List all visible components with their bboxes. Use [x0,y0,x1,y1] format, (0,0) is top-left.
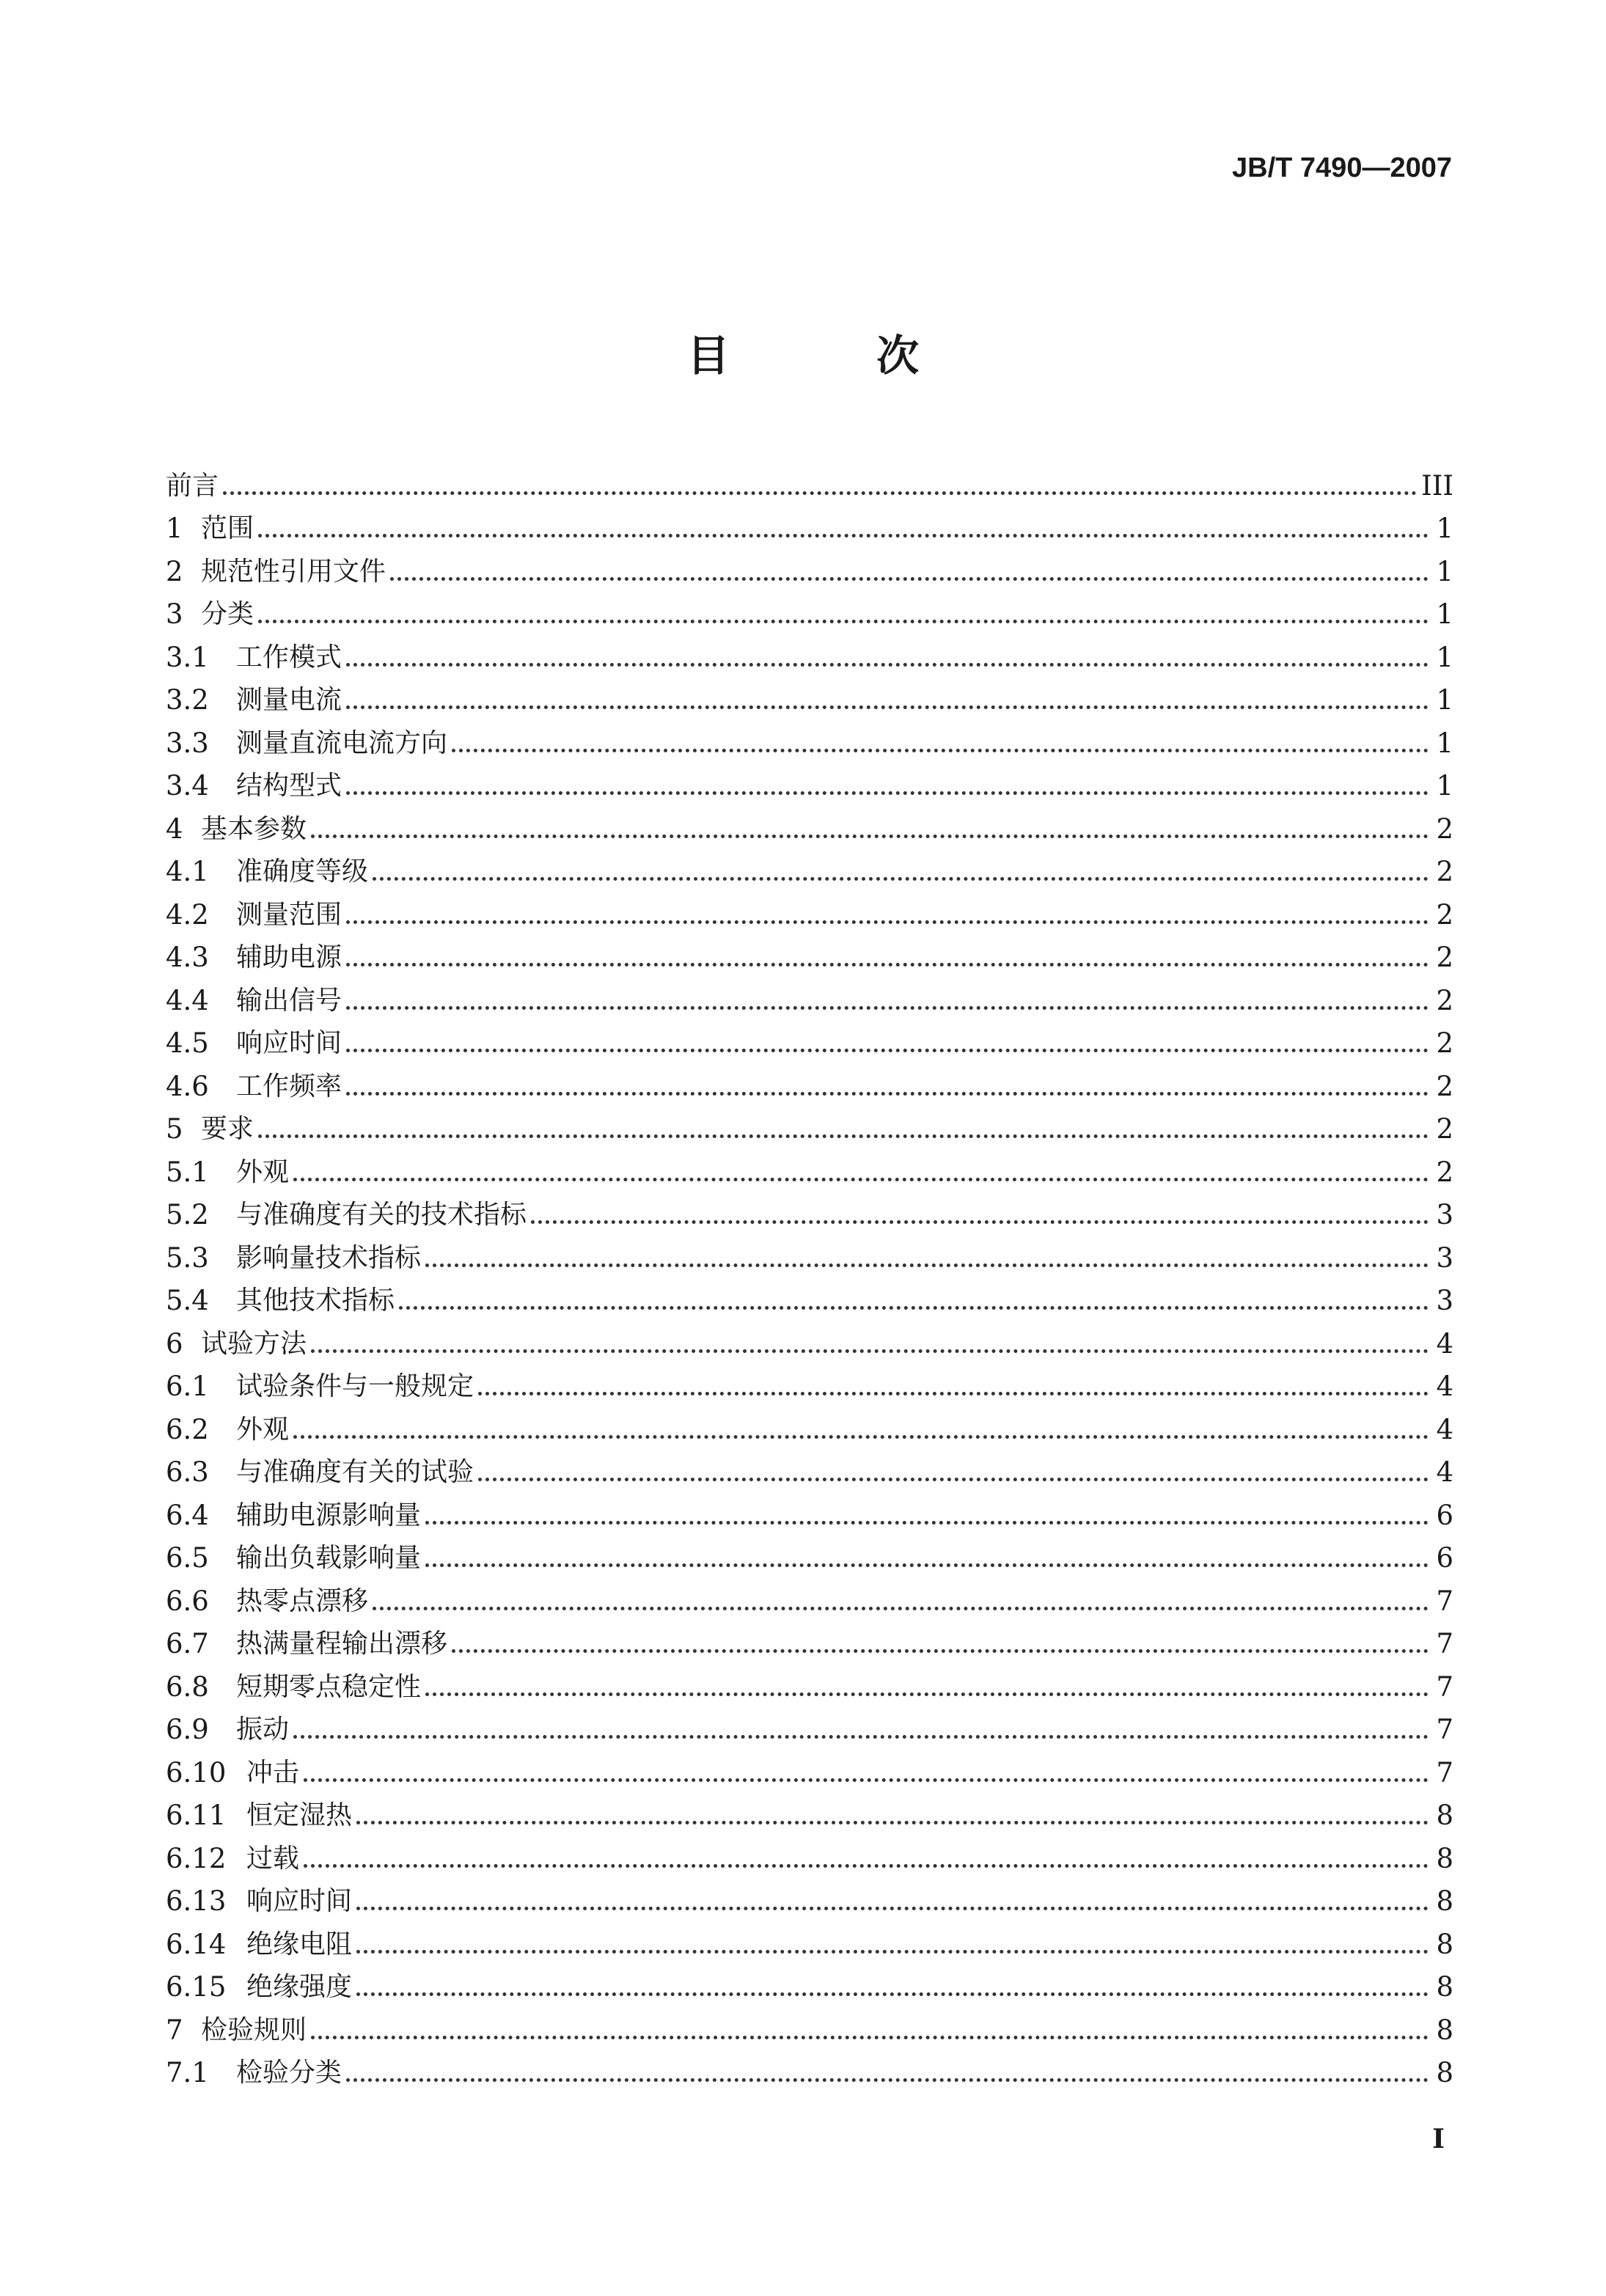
toc-leader-dots [311,1349,1429,1353]
toc-leader-dots [399,1306,1429,1310]
toc-entry-number: 6 [166,1327,183,1360]
toc-entry[interactable] [166,1918,1453,1961]
toc-entry[interactable] [166,1618,1453,1661]
toc-leader-dots [531,1220,1429,1224]
toc-entry[interactable] [166,846,1453,889]
toc-entry-label: 规范性引用文件 [201,556,386,587]
toc-entry-page: 2 [1436,942,1453,973]
toc-entry-page: 8 [1436,1971,1453,2003]
toc-entry-page: 8 [1436,1885,1453,1917]
toc-entry-number: 6.11 [166,1800,227,1831]
toc-entry[interactable] [166,1789,1453,1833]
toc-entry-label: 绝缘电阻 [246,1929,353,1959]
toc-entry-page: 7 [1436,1585,1453,1617]
toc-entry-number: 6.8 [166,1670,209,1703]
toc-entry-label: 试验条件与一般规定 [236,1371,474,1401]
toc-entry-number: 6.4 [166,1499,209,1531]
toc-entry-page: 3 [1436,1241,1453,1274]
toc-entry-number: 5.4 [166,1285,209,1316]
toc-entry-number: 6.9 [166,1714,209,1745]
toc-entry[interactable] [166,1832,1453,1875]
toc-entry-label: 分类 [201,599,254,629]
toc-leader-dots [293,1435,1429,1439]
toc-leader-dots [452,749,1429,752]
toc-entry-number: 4.5 [166,1027,209,1059]
toc-leader-dots [346,920,1429,924]
toc-entry-label: 测量直流电流方向 [236,727,448,758]
toc-entry-page: 7 [1436,1714,1453,1745]
toc-entry[interactable] [166,1574,1453,1618]
toc-entry-page: 3 [1436,1199,1453,1230]
toc-entry-number: 3.2 [166,684,209,716]
toc-entry-page: 1 [1436,684,1453,716]
toc-entry-label: 短期零点稳定性 [236,1671,422,1702]
toc-entry[interactable] [166,2003,1453,2047]
toc-leader-dots [478,1392,1429,1395]
standard-code: JB/T 7490—2007 [1232,153,1452,183]
toc-entry-label: 输出信号 [236,985,342,1016]
toc-entry-number: 7.1 [166,2057,209,2088]
toc-entry-number: 3.3 [166,727,209,759]
toc-leader-dots [311,2036,1429,2039]
toc-entry-number: 7 [166,2014,183,2046]
toc-entry-number: 3.1 [166,641,209,673]
toc-entry[interactable] [166,2047,1453,2090]
toc-entry[interactable] [166,1145,1453,1189]
toc-entry-page: 4 [1436,1456,1453,1488]
toc-entry-page: 1 [1436,727,1453,759]
toc-entry-number: 6.3 [166,1456,209,1488]
toc-leader-dots [356,1907,1429,1910]
toc-entry-number: 4.4 [166,984,209,1016]
toc-leader-dots [223,491,1417,495]
toc-entry[interactable] [166,1703,1453,1747]
toc-entry-page: 4 [1436,1413,1453,1445]
toc-entry[interactable] [166,1446,1453,1489]
toc-entry[interactable] [166,802,1453,846]
toc-entry-page: 8 [1436,2057,1453,2088]
toc-leader-dots [452,1649,1429,1653]
toc-entry-label: 检验规则 [201,2014,307,2045]
toc-entry[interactable] [166,1875,1453,1918]
toc-entry-label: 基本参数 [201,813,307,844]
toc-entry-page: 2 [1436,1156,1453,1188]
toc-entry[interactable] [166,1532,1453,1575]
toc-entry-page: 2 [1436,1113,1453,1145]
toc-entry-number: 3.4 [166,770,209,802]
toc-entry-label: 结构型式 [236,771,342,801]
toc-entry-page: 8 [1436,1842,1453,1874]
toc-leader-dots [346,2078,1429,2082]
toc-title: 目 次 [686,331,986,381]
toc-entry-label: 检验分类 [236,2058,342,2088]
toc-leader-dots [356,1950,1429,1954]
toc-entry[interactable] [166,716,1453,760]
toc-entry[interactable] [166,1961,1453,2004]
toc-entry[interactable] [166,545,1453,588]
toc-entry-page: 6 [1436,1499,1453,1531]
toc-entry-page: 7 [1436,1756,1453,1789]
toc-entry-number: 1 [166,513,183,544]
toc-entry-page: 1 [1436,641,1453,673]
toc-entry-page: 2 [1436,856,1453,887]
toc-entry-number: 5.3 [166,1241,209,1274]
toc-entry-label: 前言 [166,470,219,501]
toc-entry-number: 4.1 [166,856,209,887]
toc-entry-label: 测量电流 [236,685,342,715]
toc-entry[interactable] [166,674,1453,717]
toc-entry[interactable] [166,931,1453,975]
toc-entry-label: 外观 [236,1414,290,1445]
toc-entry[interactable] [166,1746,1453,1789]
toc-leader-dots [356,1821,1429,1824]
toc-entry-number: 6.15 [166,1971,227,2003]
toc-leader-dots [346,663,1429,667]
toc-entry-label: 响应时间 [246,1886,353,1916]
toc-entry-number: 4.2 [166,898,209,931]
toc-entry[interactable] [166,1489,1453,1532]
toc-leader-dots [390,577,1429,581]
toc-entry-label: 输出负载影响量 [236,1543,422,1573]
toc-entry-number: 2 [166,555,183,587]
toc-entry-number: 4 [166,813,183,845]
toc-leader-dots [425,1263,1429,1267]
toc-leader-dots [346,1092,1429,1096]
toc-entry[interactable] [166,588,1453,631]
toc-entry-number: 6.1 [166,1371,209,1402]
toc-leader-dots [304,1864,1429,1868]
toc-entry[interactable] [166,502,1453,546]
toc-leader-dots [293,1735,1429,1739]
toc-entry[interactable] [166,1274,1453,1318]
toc-entry-number: 5.2 [166,1199,209,1230]
toc-entry-number: 3 [166,598,183,630]
toc-entry-label: 振动 [236,1714,290,1745]
toc-entry-number: 6.7 [166,1628,209,1659]
toc-leader-dots [258,620,1429,623]
toc-entry-label: 辅助电源影响量 [236,1500,422,1530]
toc-entry[interactable] [166,888,1453,931]
toc-entry-page: 2 [1436,898,1453,931]
toc-entry[interactable] [166,1189,1453,1232]
toc-entry-number: 6.10 [166,1756,227,1789]
toc-entry-number: 6.12 [166,1842,227,1874]
toc-leader-dots [373,877,1429,881]
toc-entry-page: 7 [1436,1670,1453,1703]
page-number: I [1432,2124,1445,2154]
toc-leader-dots [258,534,1429,538]
toc-entry-label: 其他技术指标 [236,1285,395,1316]
toc-entry[interactable] [166,631,1453,674]
toc-entry-page: 7 [1436,1628,1453,1659]
toc-entry-number: 6.2 [166,1413,209,1445]
toc-entry-label: 试验方法 [201,1328,307,1359]
toc-entry-page: III [1421,469,1453,502]
toc-leader-dots [346,1049,1429,1052]
toc-entry-label: 冲击 [246,1757,300,1788]
toc-entry[interactable] [166,1360,1453,1404]
toc-entry-label: 热零点漂移 [236,1585,369,1616]
toc-leader-dots [373,1607,1429,1610]
toc-entry-label: 过载 [246,1843,300,1874]
toc-entry-page: 2 [1436,1027,1453,1059]
toc-entry-label: 工作频率 [236,1071,342,1101]
toc-entry-label: 准确度等级 [236,857,369,887]
toc-entry-label: 绝缘强度 [246,1972,353,2002]
toc-entry[interactable] [166,1017,1453,1060]
table-of-contents [166,459,1453,2089]
toc-entry-number: 6.6 [166,1585,209,1617]
toc-leader-dots [304,1778,1429,1782]
toc-entry-page: 1 [1436,513,1453,544]
toc-entry-page: 3 [1436,1285,1453,1316]
toc-entry[interactable] [166,1103,1453,1146]
toc-leader-dots [356,1992,1429,1996]
toc-entry-label: 测量范围 [236,899,342,930]
toc-leader-dots [346,1006,1429,1010]
toc-entry-label: 热满量程输出漂移 [236,1629,448,1659]
toc-leader-dots [425,1521,1429,1525]
toc-entry[interactable] [166,1060,1453,1103]
toc-entry-label: 辅助电源 [236,942,342,972]
toc-entry-page: 1 [1436,770,1453,802]
toc-entry-label: 恒定湿热 [246,1800,353,1830]
toc-entry-page: 1 [1436,598,1453,630]
toc-entry[interactable] [166,1660,1453,1703]
toc-leader-dots [478,1478,1429,1481]
toc-leader-dots [425,1692,1429,1696]
toc-entry[interactable] [166,1231,1453,1274]
toc-entry[interactable] [166,974,1453,1017]
toc-entry-label: 与准确度有关的试验 [236,1457,474,1487]
toc-leader-dots [346,963,1429,967]
toc-entry-page: 2 [1436,813,1453,845]
toc-entry-page: 2 [1436,984,1453,1016]
toc-entry[interactable] [166,1403,1453,1446]
toc-entry-number: 6.13 [166,1885,227,1917]
toc-entry-number: 4.6 [166,1070,209,1102]
toc-entry-label: 与准确度有关的技术指标 [236,1200,527,1230]
toc-entry-page: 8 [1436,1928,1453,1960]
toc-entry-page: 6 [1436,1542,1453,1574]
toc-entry-label: 响应时间 [236,1028,342,1058]
toc-entry-number: 4.3 [166,942,209,973]
toc-entry-page: 4 [1436,1327,1453,1360]
toc-leader-dots [258,1134,1429,1138]
toc-entry-label: 范围 [201,513,254,543]
toc-leader-dots [311,835,1429,838]
toc-leader-dots [346,705,1429,709]
toc-entry-label: 外观 [236,1156,290,1187]
toc-entry[interactable] [166,459,1453,502]
toc-entry-page: 4 [1436,1371,1453,1402]
toc-entry-label: 要求 [201,1114,254,1144]
toc-entry-page: 8 [1436,2014,1453,2046]
toc-entry[interactable] [166,760,1453,803]
toc-entry-number: 6.5 [166,1542,209,1574]
toc-entry-number: 6.14 [166,1928,227,1960]
toc-entry-page: 2 [1436,1070,1453,1102]
toc-entry-number: 5 [166,1113,183,1145]
toc-entry-label: 影响量技术指标 [236,1242,422,1273]
toc-entry[interactable] [166,1317,1453,1360]
toc-entry-page: 8 [1436,1800,1453,1831]
toc-entry-page: 1 [1436,555,1453,587]
toc-entry-label: 工作模式 [236,642,342,672]
toc-leader-dots [425,1563,1429,1567]
toc-entry-number: 5.1 [166,1156,209,1188]
toc-leader-dots [293,1178,1429,1181]
toc-leader-dots [346,791,1429,795]
